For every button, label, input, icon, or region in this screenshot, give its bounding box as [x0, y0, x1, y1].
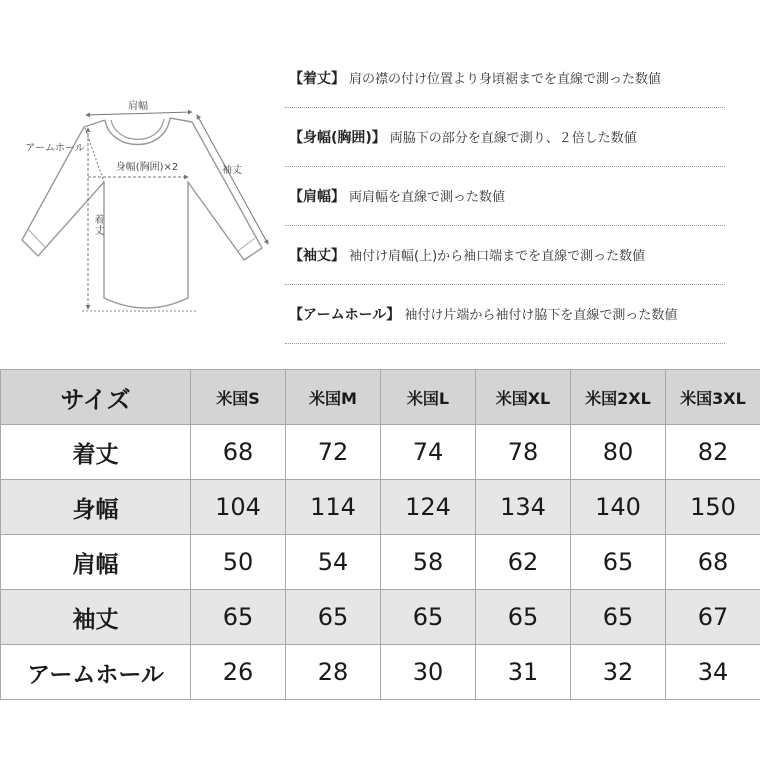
table-cell: 140	[571, 480, 666, 535]
table-row	[1, 645, 760, 700]
table-cell: 65	[381, 590, 476, 645]
collar-inner	[111, 119, 164, 139]
table-row	[1, 425, 760, 480]
table-cell: 54	[286, 535, 381, 590]
collar-outer	[105, 118, 170, 145]
table-cell: 80	[571, 425, 666, 480]
chest-width-label: 身幅(胸囲)×2	[115, 162, 179, 173]
definition-item	[285, 49, 725, 108]
row-label: アームホール	[1, 645, 191, 700]
table-cell: 58	[381, 535, 476, 590]
table-cell: 82	[666, 425, 760, 480]
table-cell: 34	[666, 645, 760, 700]
table-cell: 67	[666, 590, 760, 645]
table-cell: 134	[476, 480, 571, 535]
size-column-header: 米国3XL	[666, 370, 760, 425]
sleeve-length-line	[197, 115, 268, 244]
definition-term: 【着丈】	[289, 71, 345, 87]
armhole-label: アームホール	[25, 143, 85, 154]
definition-term: 【肩幅】	[289, 189, 345, 205]
table-cell: 78	[476, 425, 571, 480]
definition-term: 【アームホール】	[289, 307, 401, 323]
size-column-header: 米国L	[381, 370, 476, 425]
size-column-header: 米国XL	[476, 370, 571, 425]
table-row	[1, 590, 760, 645]
definition-item	[285, 108, 725, 167]
table-cell: 65	[571, 590, 666, 645]
definition-text: 袖付け肩幅(上)から袖口端までを直線で測った数値	[349, 249, 646, 264]
table-header-row	[1, 370, 760, 425]
definition-item	[285, 285, 725, 344]
size-table	[0, 369, 760, 700]
table-cell: 68	[666, 535, 760, 590]
definition-item	[285, 167, 725, 226]
row-label: 身幅	[1, 480, 191, 535]
table-cell: 32	[571, 645, 666, 700]
table-cell: 114	[286, 480, 381, 535]
table-row	[1, 535, 760, 590]
table-cell: 65	[571, 535, 666, 590]
table-cell: 26	[191, 645, 286, 700]
definition-text: 両脇下の部分を直線で測り、２倍した数値	[389, 131, 637, 146]
row-label: 袖丈	[1, 590, 191, 645]
definition-item	[285, 226, 725, 285]
definition-term: 【袖丈】	[289, 248, 345, 264]
row-label: 着丈	[1, 425, 191, 480]
table-cell: 72	[286, 425, 381, 480]
measurement-definitions	[285, 49, 725, 344]
shoulder-width-label: 肩幅	[128, 101, 148, 112]
table-cell: 30	[381, 645, 476, 700]
table-row	[1, 480, 760, 535]
size-column-header: 米国M	[286, 370, 381, 425]
row-label: 肩幅	[1, 535, 191, 590]
sleeve-length-label: 袖丈	[222, 165, 242, 176]
table-cell: 150	[666, 480, 760, 535]
table-cell: 74	[381, 425, 476, 480]
body-length-label: 着丈	[92, 214, 103, 236]
table-cell: 104	[191, 480, 286, 535]
table-cell: 28	[286, 645, 381, 700]
size-column-header: 米国S	[191, 370, 286, 425]
table-cell: 65	[286, 590, 381, 645]
left-cuff-band	[28, 229, 45, 247]
size-header-label: サイズ	[1, 370, 191, 425]
table-cell: 65	[191, 590, 286, 645]
table-cell: 50	[191, 535, 286, 590]
table-cell: 65	[476, 590, 571, 645]
definition-text: 袖付け片端から袖付け脇下を直線で測った数値	[404, 308, 678, 323]
size-column-header: 米国2XL	[571, 370, 666, 425]
table-cell: 68	[191, 425, 286, 480]
table-cell: 31	[476, 645, 571, 700]
definition-term: 【身幅(胸囲)】	[289, 130, 386, 146]
table-cell: 62	[476, 535, 571, 590]
right-cuff-band	[238, 238, 255, 251]
definition-text: 両肩幅を直線で測った数値	[349, 190, 506, 205]
definition-text: 肩の襟の付け位置より身頃裾までを直線で測った数値	[349, 72, 662, 87]
table-cell: 124	[381, 480, 476, 535]
